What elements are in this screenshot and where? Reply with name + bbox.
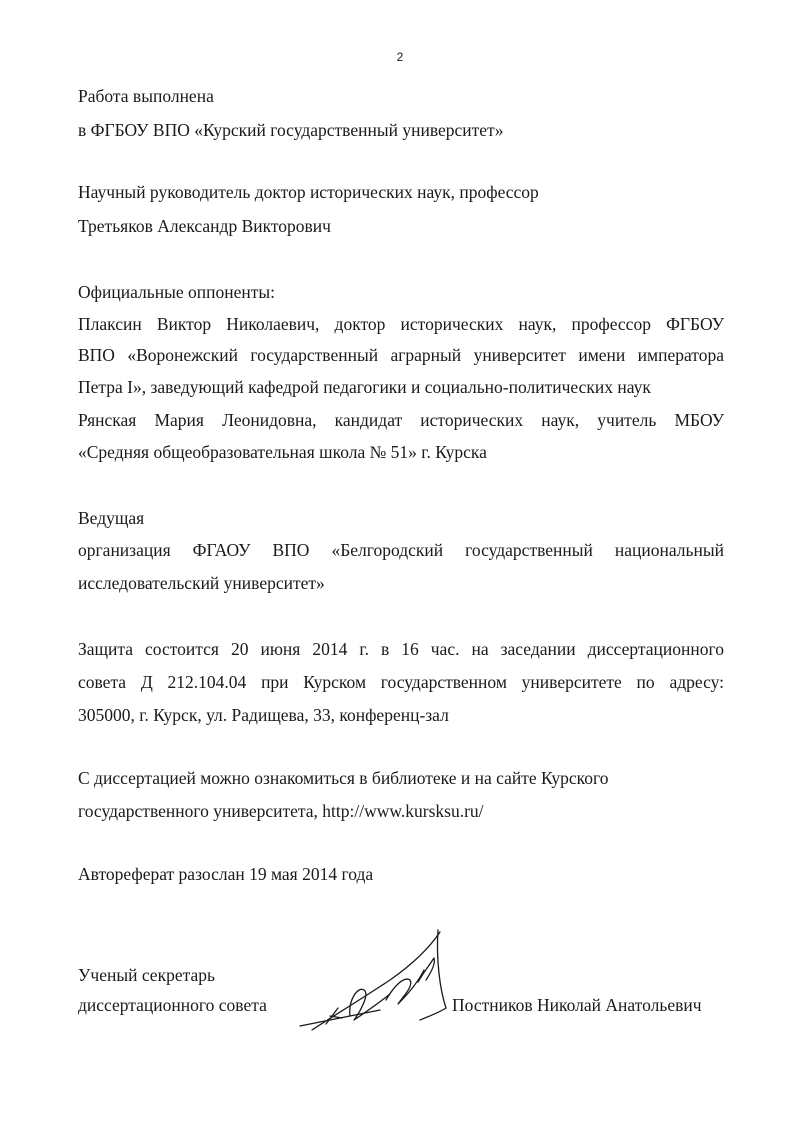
signature (290, 920, 460, 1040)
secretary-title-line-1: Ученый секретарь (78, 965, 215, 985)
work-done-line-1: Работа выполнена (78, 86, 214, 106)
supervisor-name: Третьяков Александр Викторович (78, 216, 331, 236)
opponent-line-5: «Средняя общеобразовательная школа № 51» г. Курска (78, 442, 487, 462)
opponent-line-3: Петра I», заведующий кафедрой педагогики и социально-политических наук (78, 377, 651, 397)
leading-org-heading: Ведущая (78, 508, 145, 528)
leading-org-line-2: исследовательский университет» (78, 573, 325, 593)
defense-line-1: Защита состоится 20 июня 2014 г. в 16 час. на заседании диссертационного (78, 639, 724, 659)
opponent-line-1: Плаксин Виктор Николаевич, доктор исторических наук, профессор ФГБОУ (78, 314, 724, 334)
leading-org-line-1: организация ФГАОУ ВПО «Белгородский государственный национальный (78, 540, 724, 560)
opponents-heading: Официальные оппоненты: (78, 282, 275, 302)
library-line-2: государственного университета, http://www.kursksu.ru/ (78, 801, 484, 821)
secretary-title-line-2: диссертационного совета (78, 995, 267, 1015)
opponent-line-4: Рянская Мария Леонидовна, кандидат исторических наук, учитель МБОУ (78, 410, 724, 430)
sent-date: Автореферат разослан 19 мая 2014 года (78, 864, 374, 884)
defense-line-3: 305000, г. Курск, ул. Радищева, 33, конференц-зал (78, 705, 449, 725)
work-done-line-2: в ФГБОУ ВПО «Курский государственный университет» (78, 120, 504, 140)
secretary-name: Постников Николай Анатольевич (452, 995, 702, 1015)
page-number: 2 (396, 50, 404, 64)
library-line-1: С диссертацией можно ознакомиться в библиотеке и на сайте Курского (78, 768, 609, 788)
supervisor-line-1: Научный руководитель доктор исторических наук, профессор (78, 182, 539, 202)
defense-line-2: совета Д 212.104.04 при Курском государственном университете по адресу: (78, 672, 724, 692)
opponent-line-2: ВПО «Воронежский государственный аграрный университет имени императора (78, 345, 724, 365)
